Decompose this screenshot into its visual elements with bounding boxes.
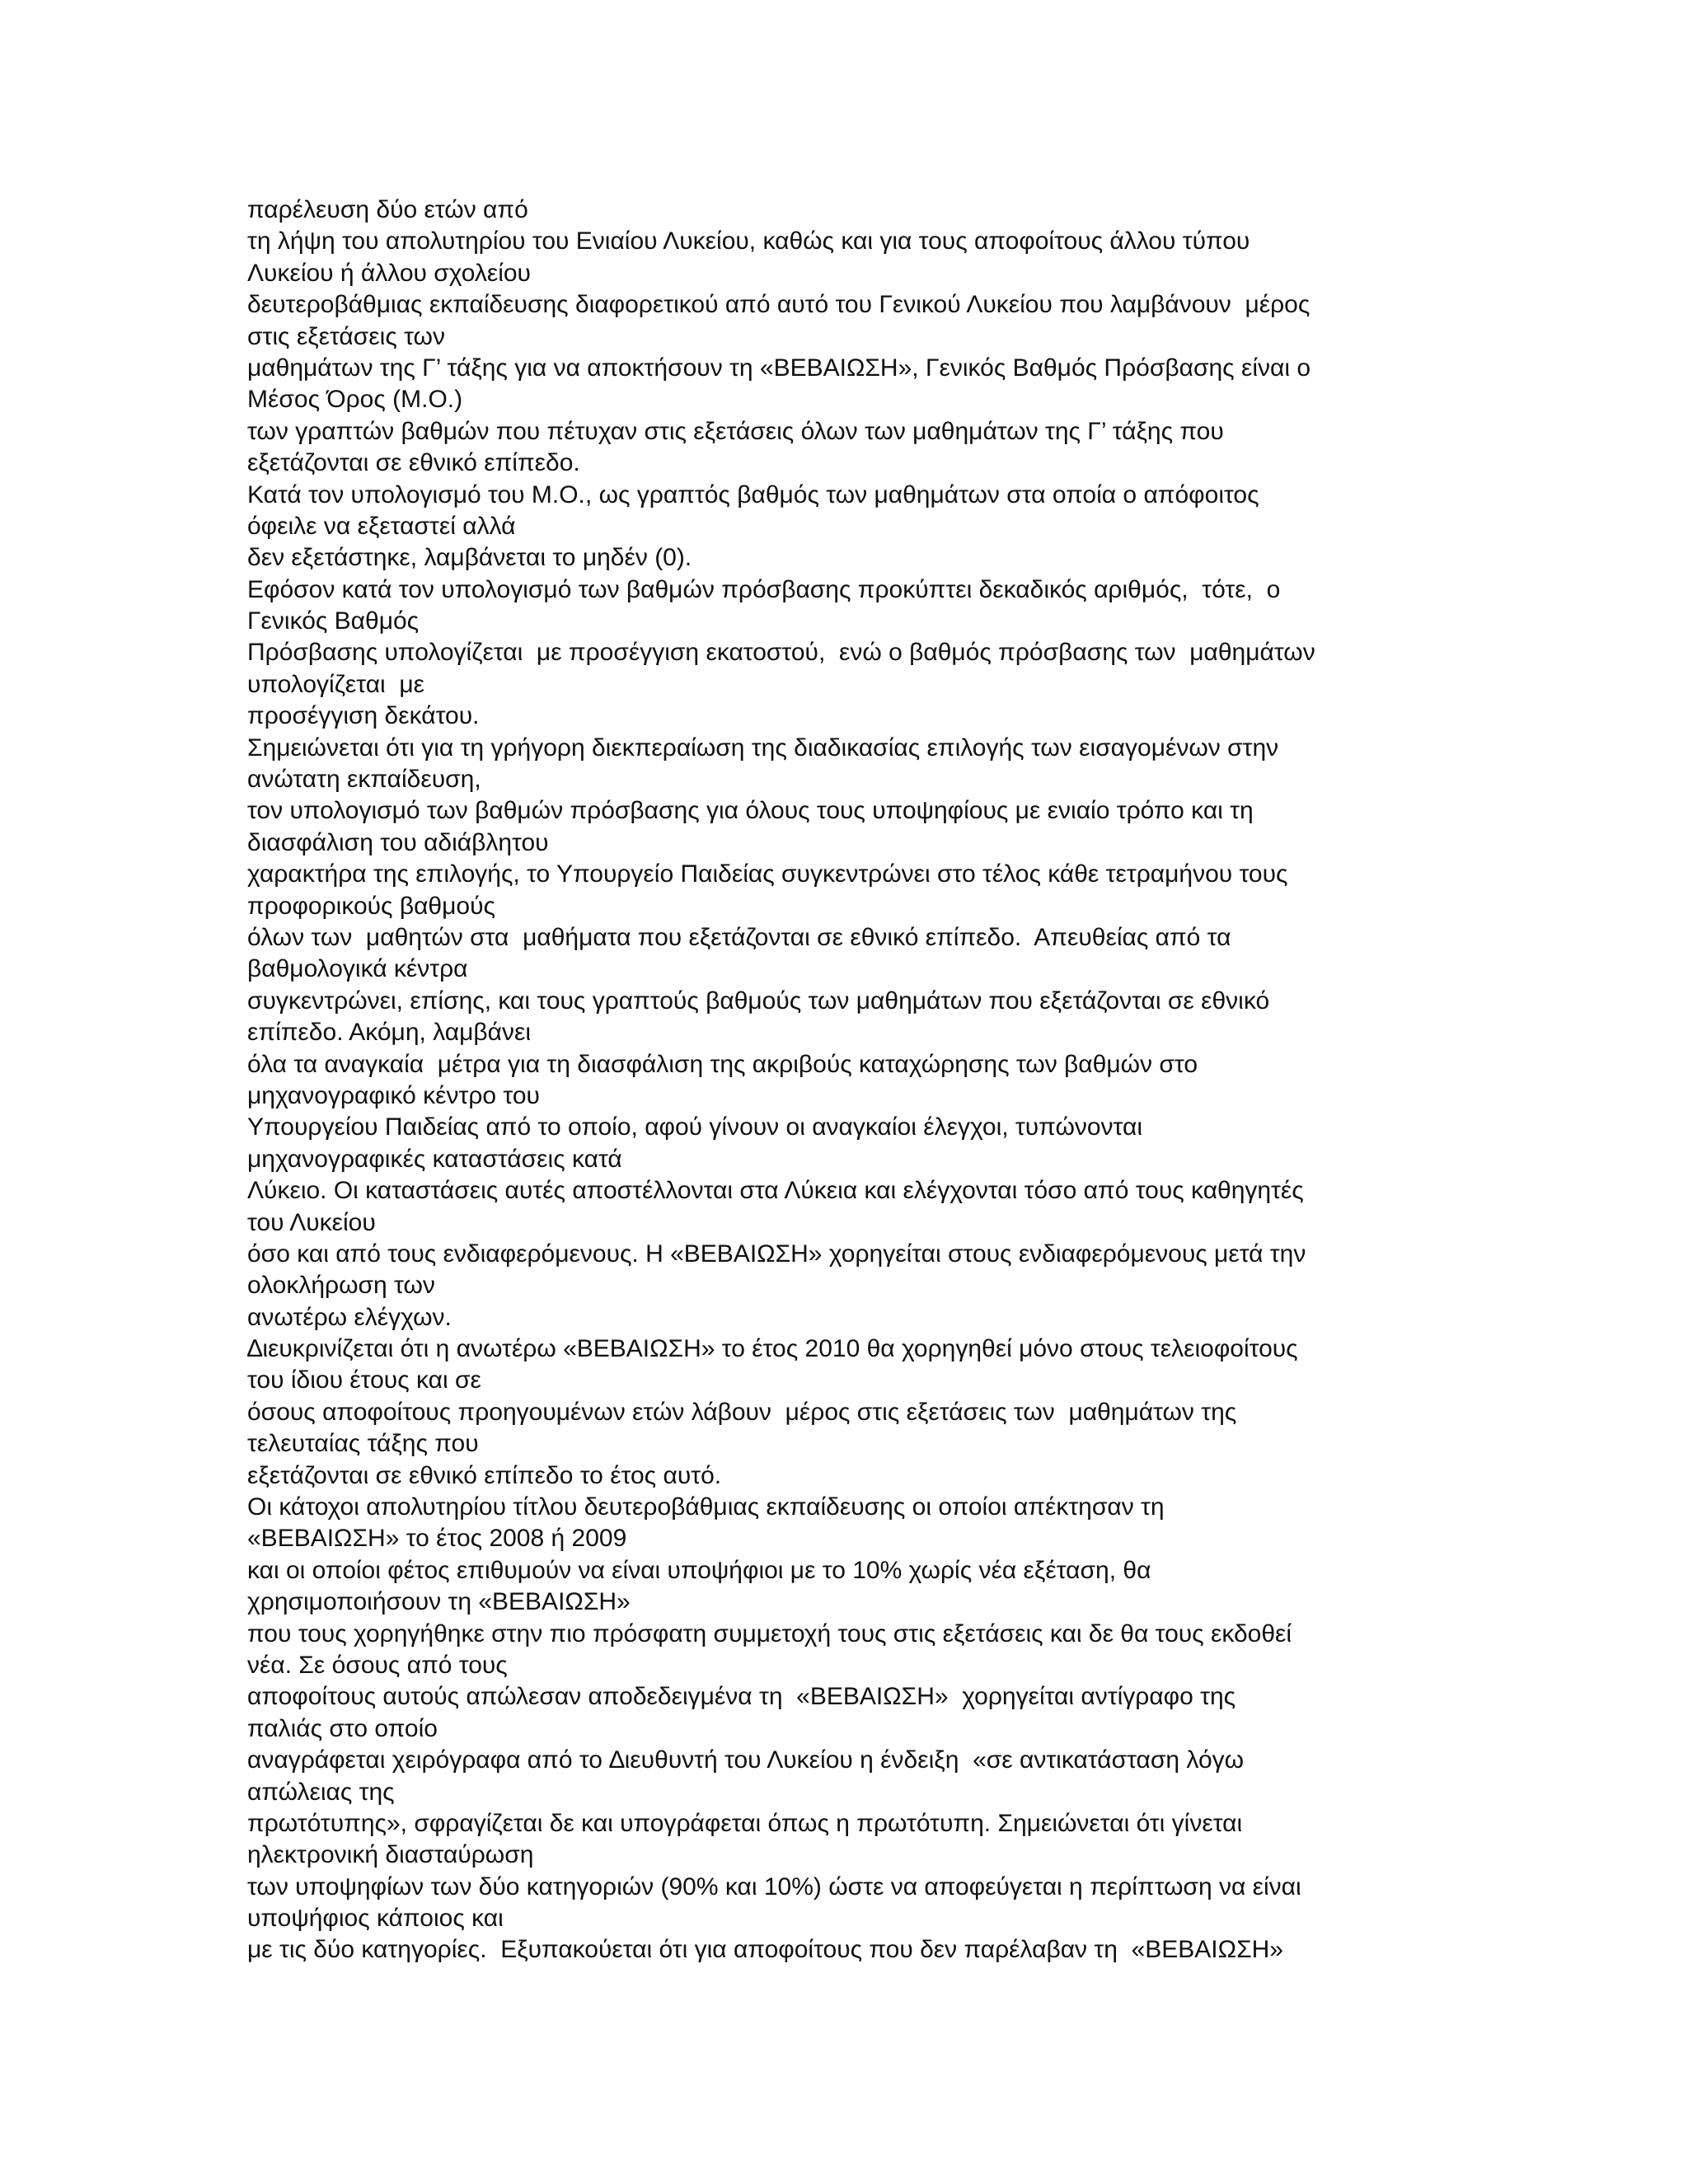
- text-line: αποφοίτους αυτούς απώλεσαν αποδεδειγμένα τη «ΒΕΒΑΙΩΣΗ» χορηγείται αντίγραφο της: [247, 1683, 1236, 1711]
- text-line: ολοκλήρωση των: [247, 1272, 435, 1300]
- text-line: παλιάς στο οποίο: [247, 1714, 438, 1742]
- text-line: δευτεροβάθμιας εκπαίδευσης διαφορετικού από αυτό του Γενικού Λυκείου που λαμβάνουν μέρος: [247, 291, 1311, 319]
- text-line: που τους χορηγήθηκε στην πιο πρόσφατη συμμετοχή τους στις εξετάσεις και δε θα τους εκδοθεί: [247, 1619, 1292, 1647]
- text-line: ∆ιευκρινίζεται ότι η ανωτέρω «ΒΕΒΑΙΩΣΗ» το έτος 2010 θα χορηγηθεί μόνο στους τελειοφοίτους: [247, 1335, 1298, 1363]
- text-line: «ΒΕΒΑΙΩΣΗ» το έτος 2008 ή 2009: [247, 1525, 627, 1553]
- text-line: μαθημάτων της Γ’ τάξης για να αποκτήσουν τη «ΒΕΒΑΙΩΣΗ», Γενικός Βαθμός Πρόσβασης είναι ο: [247, 354, 1311, 382]
- text-line: όλα τα αναγκαία μέτρα για τη διασφάλιση της ακριβούς καταχώρησης των βαθμών στο: [247, 1050, 1198, 1078]
- text-line: Κατά τον υπολογισμό του Μ.Ο., ως γραπτός βαθμός των μαθημάτων στα οποία ο απόφοιτος: [247, 480, 1259, 509]
- text-line: διασφάλιση του αδιάβλητου: [247, 828, 549, 856]
- text-line: των γραπτών βαθμών που πέτυχαν στις εξετάσεις όλων των μαθημάτων της Γ’ τάξης που: [247, 417, 1224, 445]
- text-line: πρωτότυπης», σφραγίζεται δε και υπογράφεται όπως η πρωτότυπη. Σημειώνεται ότι γίνεται: [247, 1809, 1243, 1837]
- text-line: Υπουργείου Παιδείας από το οποίο, αφού γίνουν οι αναγκαίοι έλεγχοι, τυπώνονται: [247, 1113, 1142, 1141]
- text-line: μηχανογραφικό κέντρο του: [247, 1081, 540, 1109]
- text-line: παρέλευση δύο ετών από: [247, 196, 528, 223]
- text-line: υποψήφιος κάποιος και: [247, 1905, 504, 1933]
- text-line: συγκεντρώνει, επίσης, και τους γραπτούς βαθμούς των μαθημάτων που εξετάζονται σε εθνικό: [247, 987, 1270, 1015]
- text-line: τον υπολογισμό των βαθμών πρόσβασης για όλους τους υποψηφίους με ενιαίο τρόπο και τη: [247, 797, 1254, 825]
- text-line: και οι οποίοι φέτος επιθυμούν να είναι υποψήφιοι με το 10% χωρίς νέα εξέταση, θα: [247, 1556, 1151, 1584]
- text-line: Πρόσβασης υπολογίζεται με προσέγγιση εκατοστού, ενώ ο βαθμός πρόσβασης των μαθημάτων: [247, 639, 1315, 667]
- text-line: χρησιμοποιήσουν τη «ΒΕΒΑΙΩΣΗ»: [247, 1588, 631, 1616]
- text-line: του Λυκείου: [247, 1208, 376, 1236]
- text-line: Γενικός Βαθμός: [247, 607, 420, 635]
- text-line: Εφόσον κατά τον υπολογισμό των βαθμών πρόσβασης προκύπτει δεκαδικός αριθμός, τότε, ο: [247, 575, 1281, 603]
- text-line: τελευταίας τάξης που: [247, 1430, 479, 1458]
- text-line: ηλεκτρονική διασταύρωση: [247, 1841, 534, 1869]
- text-line: Σημειώνεται ότι για τη γρήγορη διεκπεραίωση της διαδικασίας επιλογής των εισαγομένων στην: [247, 733, 1279, 762]
- text-line: Λυκείου ή άλλου σχολείου: [247, 259, 531, 287]
- text-line: Μέσος Όρος (Μ.Ο.): [247, 386, 463, 414]
- text-line: μηχανογραφικές καταστάσεις κατά: [247, 1145, 622, 1173]
- text-line: επίπεδο. Ακόμη, λαμβάνει: [247, 1019, 531, 1047]
- text-line: των υποψηφίων των δύο κατηγοριών (90% και 10%) ώστε να αποφεύγεται η περίπτωση να είναι: [247, 1872, 1301, 1900]
- text-line: προσέγγιση δεκάτου.: [247, 702, 480, 730]
- text-line: με τις δύο κατηγορίες. Εξυπακούεται ότι για αποφοίτους που δεν παρέλαβαν τη «ΒΕΒΑΙΩΣΗ»: [247, 1936, 1283, 1964]
- text-line: απώλειας της: [247, 1778, 395, 1806]
- text-line: ανώτατη εκπαίδευση,: [247, 766, 481, 794]
- text-line: όσους αποφοίτους προηγουμένων ετών λάβουν μέρος στις εξετάσεις των μαθημάτων της: [247, 1398, 1237, 1426]
- text-line: του ίδιου έτους και σε: [247, 1366, 481, 1394]
- text-line: εξετάζονται σε εθνικό επίπεδο.: [247, 449, 580, 477]
- text-line: Λύκειο. Οι καταστάσεις αυτές αποστέλλονται στα Λύκεια και ελέγχονται τόσο από τους καθηγητές: [247, 1177, 1304, 1205]
- text-line: όσο και από τους ενδιαφερόμενους. Η «ΒΕΒΑΙΩΣΗ» χορηγείται στους ενδιαφερόμενους μετά την: [247, 1240, 1306, 1268]
- text-line: αναγράφεται χειρόγραφα από το ∆ιευθυντή του Λυκείου η ένδειξη «σε αντικατάσταση λόγω: [247, 1746, 1245, 1774]
- text-line: χαρακτήρα της επιλογής, το Υπουργείο Παιδείας συγκεντρώνει στο τέλος κάθε τετραμήνου τους: [247, 860, 1288, 888]
- text-line: όλων των μαθητών στα μαθήματα που εξετάζονται σε εθνικό επίπεδο. Απευθείας από τα: [247, 923, 1231, 951]
- text-line: ανωτέρω ελέγχων.: [247, 1303, 452, 1331]
- text-line: εξετάζονται σε εθνικό επίπεδο το έτος αυτό.: [247, 1461, 722, 1489]
- text-line: υπολογίζεται με: [247, 670, 425, 698]
- text-line: δεν εξετάστηκε, λαμβάνεται το μηδέν (0).: [247, 544, 692, 572]
- text-line: νέα. Σε όσους από τους: [247, 1651, 508, 1679]
- text-line: όφειλε να εξεταστεί αλλά: [247, 512, 516, 540]
- text-line: προφορικούς βαθμούς: [247, 892, 495, 920]
- text-line: Οι κάτοχοι απολυτηρίου τίτλου δευτεροβάθμιας εκπαίδευσης οι οποίοι απέκτησαν τη: [247, 1493, 1165, 1521]
- text-line: στις εξετάσεις των: [247, 322, 445, 350]
- text-line: τη λήψη του απολυτηρίου του Ενιαίου Λυκείου, καθώς και για τους αποφοίτους άλλου τύπου: [247, 227, 1250, 255]
- document-text-body: [247, 194, 1451, 1966]
- text-line: βαθμολογικά κέντρα: [247, 955, 468, 983]
